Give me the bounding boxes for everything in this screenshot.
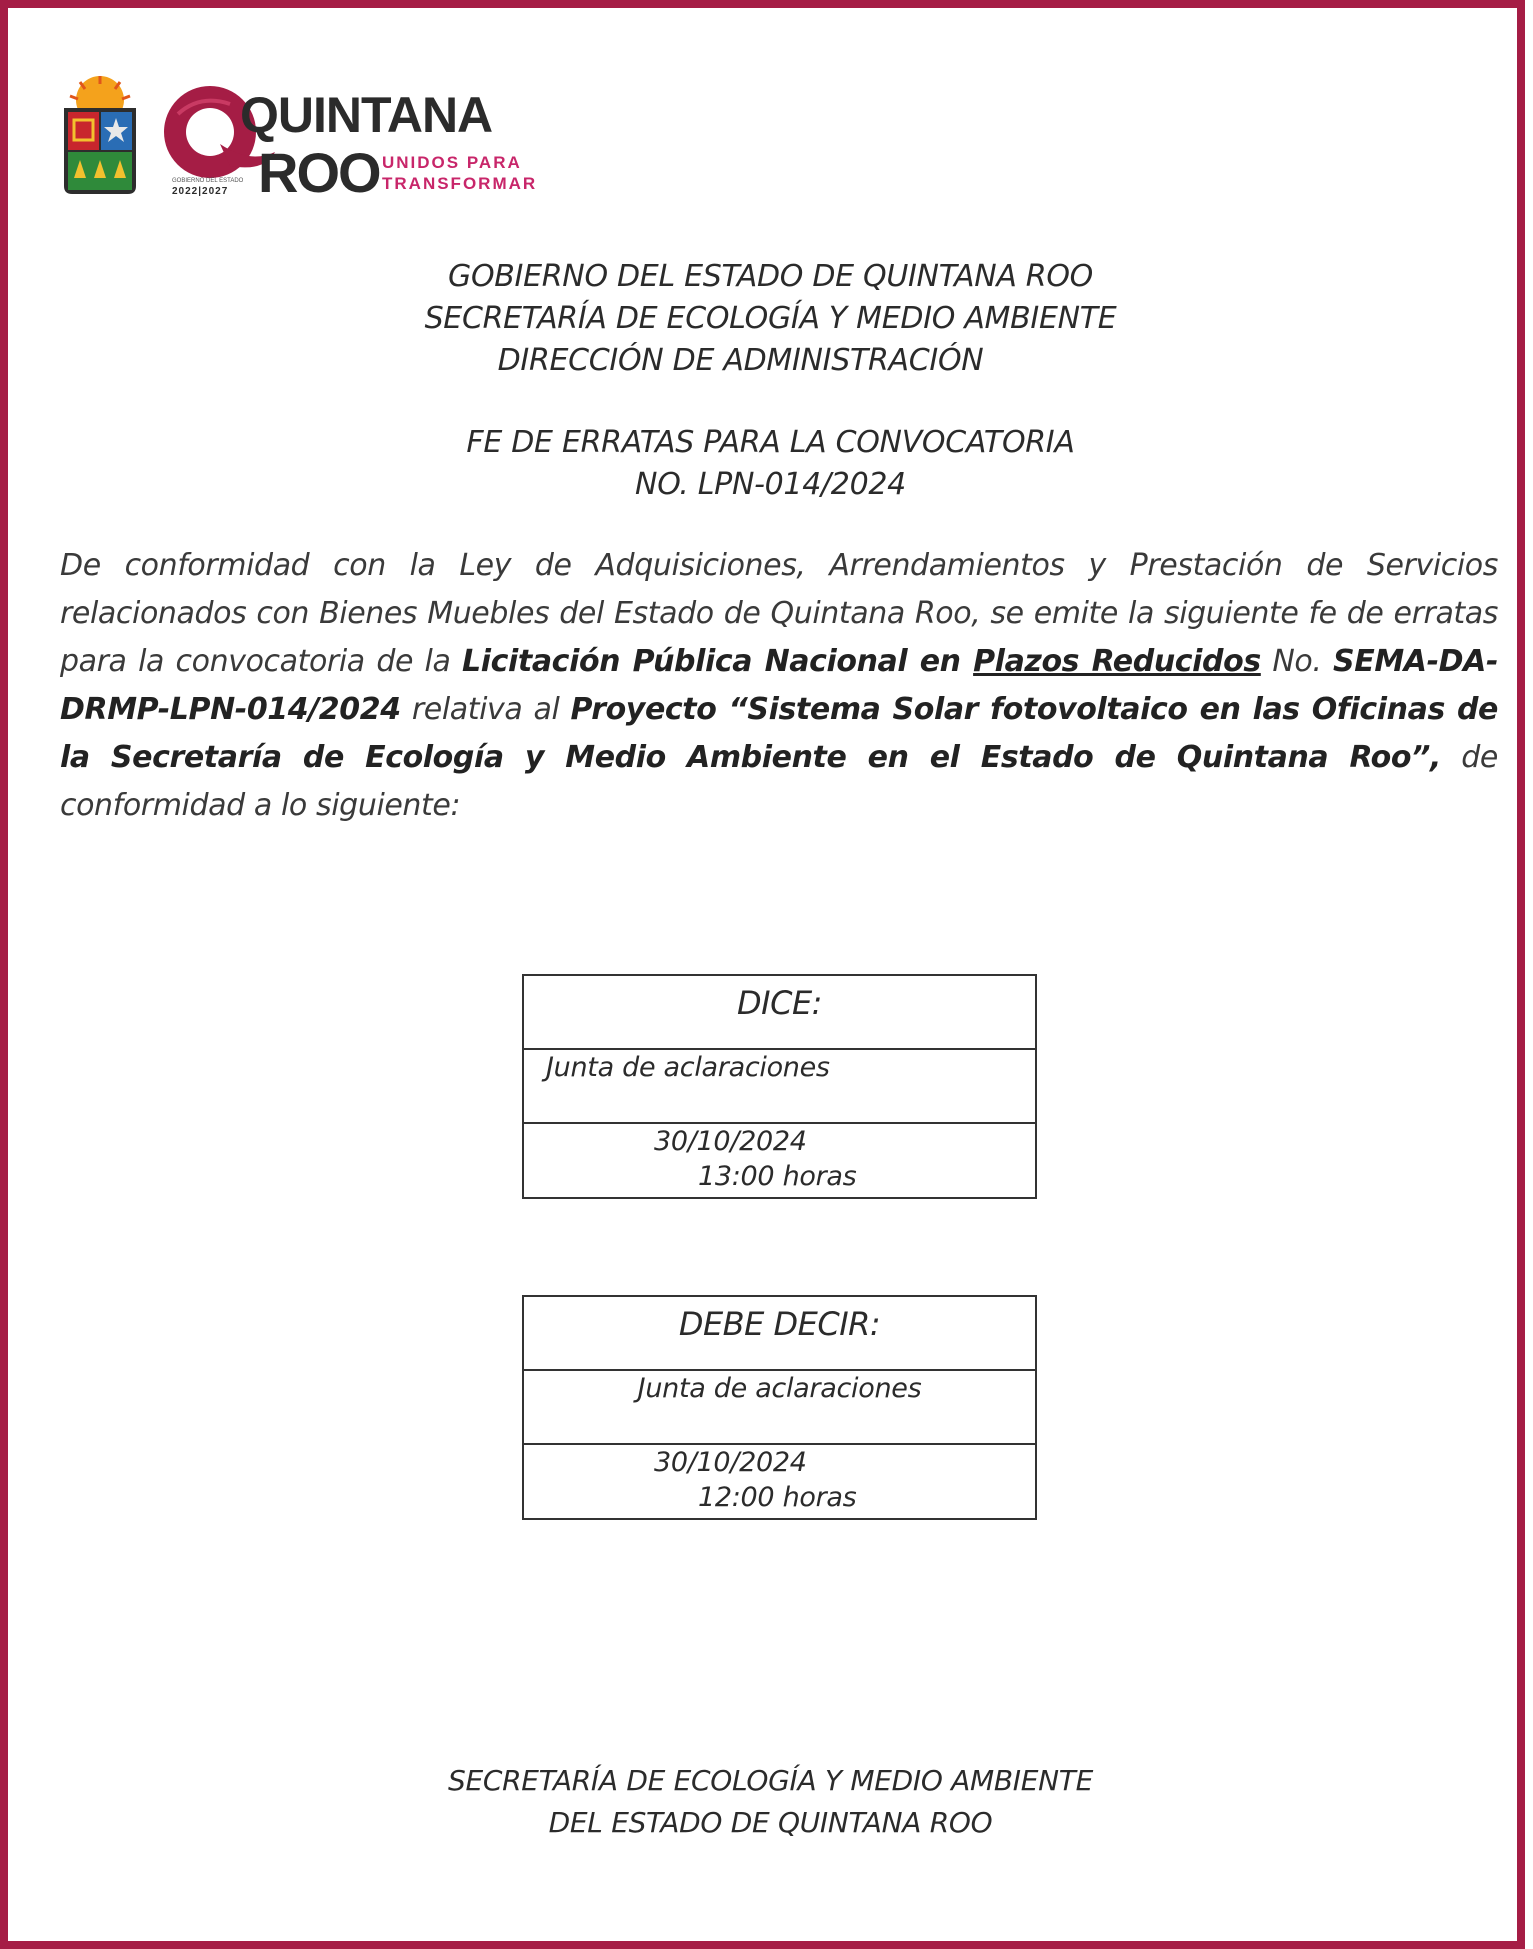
tagline-2: TRANSFORMAR: [382, 174, 538, 193]
government-header: [8, 256, 1533, 382]
header-line-3: DIRECCIÓN DE ADMINISTRACIÓN: [497, 343, 984, 378]
debe-decir-heading: DEBE DECIR:: [524, 1297, 1035, 1371]
dice-date: 30/10/2024: [654, 1126, 807, 1157]
body-bold-2: SEMA-DA-DRMP-LPN-014/2024: [60, 644, 1499, 727]
brand-top-text: QUINTANA: [240, 87, 493, 143]
title-line-2: NO. LPN-014/2024: [635, 467, 906, 502]
coat-of-arms-shield-icon: [64, 76, 136, 194]
body-text-1: De conformidad con la Ley de Adquisiciones, Arrendamientos y Prestación de Servicios relacionados con Bienes Muebles del Estado de Quintana Roo, se emite la siguiente fe de erratas para la convocatoria de la: [60, 548, 1498, 679]
body-bold-1: Licitación Pública Nacional en: [462, 644, 974, 679]
quintana-roo-logo: [60, 74, 538, 204]
dice-time: 13:00 horas: [698, 1161, 857, 1192]
dice-table: [522, 974, 1037, 1199]
debe-decir-table: [522, 1295, 1037, 1520]
body-paragraph: [60, 542, 1498, 830]
brand-bottom-text: ROO: [258, 141, 380, 204]
header-line-1: GOBIERNO DEL ESTADO DE QUINTANA ROO: [448, 259, 1093, 294]
body-text-3: relativa al: [400, 692, 571, 727]
dice-event: Junta de aclaraciones: [546, 1052, 830, 1083]
footer-line-1: SECRETARÍA DE ECOLOGÍA Y MEDIO AMBIENTE: [448, 1764, 1093, 1797]
logo-years: 2022|2027: [172, 186, 229, 197]
document-footer: [8, 1760, 1533, 1844]
body-underline-1: Plazos Reducidos: [973, 644, 1261, 679]
debe-decir-datetime-row: [524, 1445, 1035, 1519]
footer-line-2: DEL ESTADO DE QUINTANA ROO: [548, 1806, 993, 1839]
header-line-2: SECRETARÍA DE ECOLOGÍA Y MEDIO AMBIENTE: [424, 301, 1117, 336]
body-bold-3: Proyecto “Sistema Solar fotovoltaico en las Oficinas de la Secretaría de Ecología y Medio Ambiente en el Estado de Quintana Roo”,: [60, 692, 1498, 775]
dice-datetime-row: [524, 1124, 1035, 1198]
debe-decir-date: 30/10/2024: [654, 1447, 807, 1478]
debe-decir-event: Junta de aclaraciones: [637, 1373, 922, 1404]
tagline-1: UNIDOS PARA: [382, 153, 522, 172]
body-text-2: No.: [1260, 644, 1334, 679]
dice-heading: DICE:: [524, 976, 1035, 1050]
debe-decir-event-row: [524, 1371, 1035, 1445]
dice-event-row: [524, 1050, 1035, 1124]
logo-small-caption: GOBIERNO DEL ESTADO: [172, 178, 244, 184]
debe-decir-time: 12:00 horas: [698, 1482, 857, 1513]
state-coat-of-arms-icon: [60, 74, 538, 204]
body-text-4: de conformidad a lo siguiente:: [60, 740, 1498, 823]
document-title: [8, 422, 1533, 506]
title-line-1: FE DE ERRATAS PARA LA CONVOCATORIA: [466, 425, 1075, 460]
